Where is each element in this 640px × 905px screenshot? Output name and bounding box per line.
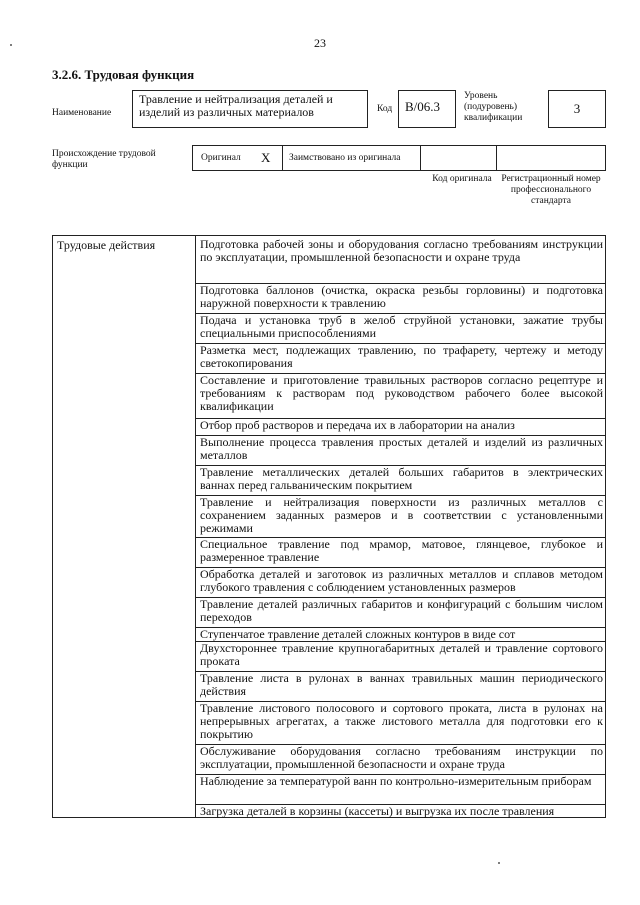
action-row: Составление и приготовление травильных растворов согласно рецептуре и требованиям к растворам под руководством рабочего более высокой квалификации xyxy=(196,373,606,418)
action-row: Травление листового полосового и сортового проката, листа в рулонах на непрерывных агрегатах, а также листового металла для подготовки его к покрытию xyxy=(196,701,606,744)
labor-actions-table xyxy=(52,235,606,818)
action-row: Специальное травление под мрамор, матовое, глянцевое, глубокое и размеренное травление xyxy=(196,537,606,567)
level-value: 3 xyxy=(573,101,581,116)
action-row: Двухстороннее травление крупногабаритных деталей и травление сортового проката xyxy=(196,641,606,671)
original-label: Оригинал xyxy=(201,153,241,163)
origin-borrowed-cell xyxy=(283,146,421,170)
origin-code-cell xyxy=(421,146,497,170)
action-row: Ступенчатое травление деталей сложных контуров в виде сот xyxy=(196,627,606,641)
reg-number-caption: Регистрационный номер профессионального стандарта xyxy=(501,174,601,206)
scan-speck xyxy=(498,862,500,864)
page-number: 23 xyxy=(314,36,326,50)
action-row: Травление деталей различных габаритов и конфигураций с большим числом переходов xyxy=(196,597,606,627)
name-label: Наименование xyxy=(52,108,112,118)
function-code-box xyxy=(398,90,456,128)
action-row: Выполнение процесса травления простых деталей и изделий из различных металлов xyxy=(196,435,606,465)
action-row: Подготовка баллонов (очистка, окраска резьбы горловины) и подготовка наружной поверхности к травлению xyxy=(196,283,606,313)
action-row: Травление листа в рулонах в ваннах травильных машин периодического действия xyxy=(196,671,606,701)
function-name-value: Травление и нейтрализация деталей и изделий из различных материалов xyxy=(139,92,333,119)
original-mark: X xyxy=(261,150,271,165)
action-row: Травление металлических деталей больших габаритов в электрических ваннах перед гальваническим покрытием xyxy=(196,465,606,495)
section-title: 3.2.6. Трудовая функция xyxy=(52,67,195,82)
code-label: Код xyxy=(377,104,393,114)
origin-label: Происхождение трудовой функции xyxy=(52,149,156,170)
action-row: Разметка мест, подлежащих травлению, по трафарету, чертежу и методу светокопирования xyxy=(196,343,606,373)
action-row: Наблюдение за температурой ванн по контрольно-измерительным приборам xyxy=(196,774,606,804)
code-original-caption: Код оригинала xyxy=(432,174,492,184)
level-box xyxy=(548,90,606,128)
origin-row xyxy=(192,145,606,171)
action-row: Подготовка рабочей зоны и оборудования согласно требованиям инструкции по эксплуатации, промышленной безопасности и охране труда xyxy=(200,237,603,264)
action-row: Обслуживание оборудования согласно требованиям инструкции по эксплуатации, промышленной безопасности и охране труда xyxy=(196,744,606,774)
action-row: Загрузка деталей в корзины (кассеты) и выгрузка их после травления xyxy=(196,804,606,818)
action-row: Травление и нейтрализация поверхности из различных металлов с сохранением заданных размеров и в соответствии с установленными режимами xyxy=(196,495,606,537)
origin-original-cell xyxy=(193,146,283,170)
action-row: Обработка деталей и заготовок из различных металлов и сплавов методом глубокого травления с соблюдением установленных размеров xyxy=(196,567,606,597)
labor-actions-label: Трудовые действия xyxy=(57,238,156,252)
action-row: Отбор проб растворов и передача их в лаборатории на анализ xyxy=(196,418,606,435)
borrowed-label: Заимствовано из оригинала xyxy=(289,153,401,163)
origin-reg-cell xyxy=(497,146,607,170)
action-row: Подача и установка труб в желоб струйной установки, зажатие трубы специальными приспособлениями xyxy=(196,313,606,343)
level-label: Уровень (подуровень) квалификации xyxy=(464,91,523,123)
function-code-value: B/06.3 xyxy=(405,99,441,114)
function-name-box xyxy=(132,90,368,128)
